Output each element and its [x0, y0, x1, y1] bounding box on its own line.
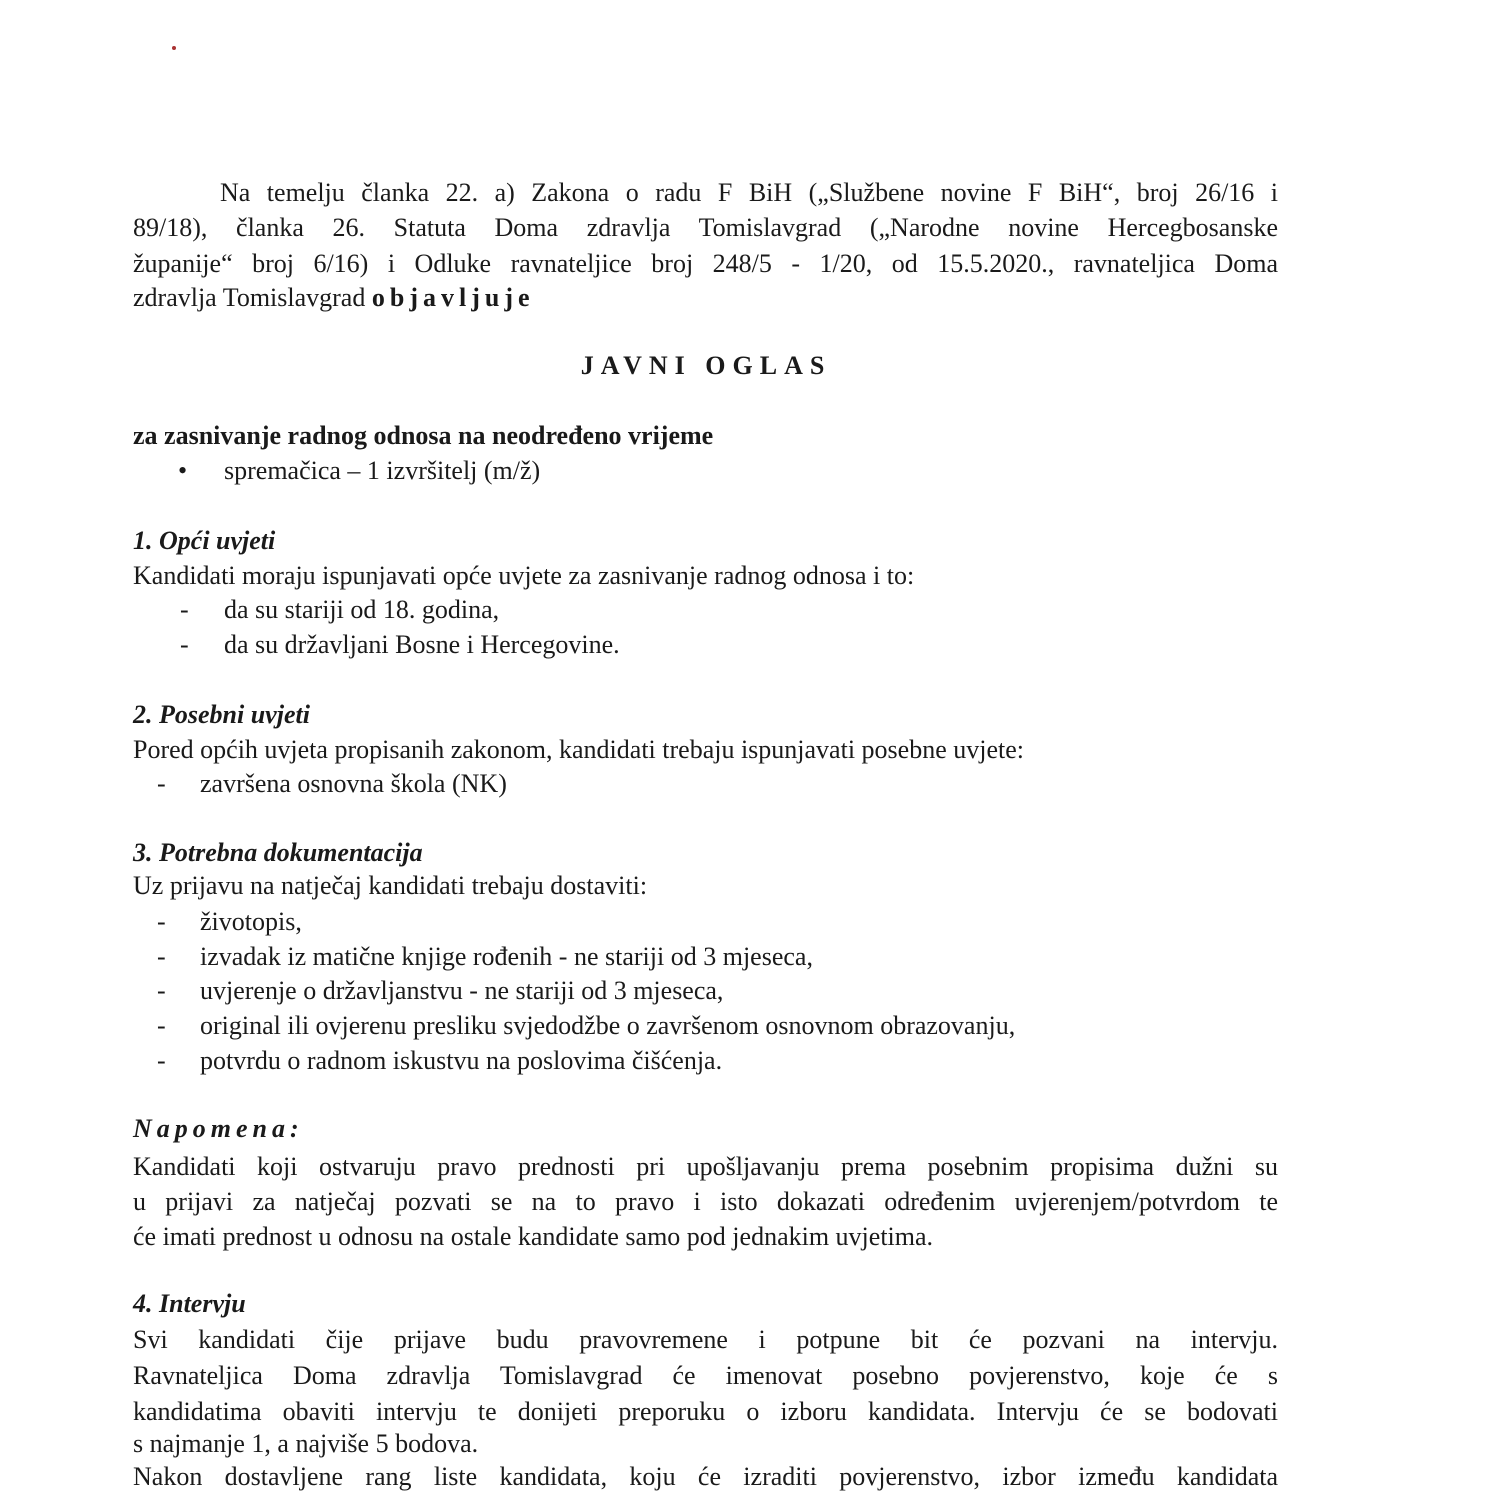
bullet-icon: • — [178, 456, 188, 485]
list-item: da su stariji od 18. godina, — [224, 595, 500, 624]
section-line: Svi kandidati čije prijave budu pravovremene i potpune bit će pozvani na intervju. — [133, 1325, 1278, 1354]
position-item: spremačica – 1 izvršitelj (m/ž) — [224, 456, 541, 485]
dash-icon: - — [157, 907, 166, 936]
section-text: Kandidati moraju ispunjavati opće uvjete za zasnivanje radnog odnosa i to: — [133, 561, 915, 590]
section-text: Pored općih uvjeta propisanih zakonom, kandidati trebaju ispunjavati posebne uvjete: — [133, 735, 1024, 764]
note-line: Kandidati koji ostvaruju pravo prednosti pri upošljavanju prema posebnim propisima dužni su — [133, 1152, 1278, 1181]
section-text: Uz prijavu na natječaj kandidati trebaju dostaviti: — [133, 871, 648, 900]
intro-bold-verb: objavljuje — [371, 283, 535, 312]
note-heading: Napomena: — [133, 1114, 304, 1143]
intro-line — [133, 282, 1278, 314]
section-heading: 1. Opći uvjeti — [133, 526, 276, 555]
note-line: u prijavi za natječaj pozvati se na to pravo i isto dokazati određenim uvjerenjem/potvrdom te — [133, 1187, 1278, 1216]
note-line: će imati prednost u odnosu na ostale kandidate samo pod jednakim uvjetima. — [133, 1222, 934, 1251]
intro-line: županije“ broj 6/16) i Odluke ravnateljice broj 248/5 - 1/20, od 15.5.2020., ravnateljica Doma — [133, 249, 1278, 278]
list-item: potvrdu o radnom iskustvu na poslovima čišćenja. — [200, 1046, 723, 1075]
list-item: izvadak iz matične knjige rođenih - ne stariji od 3 mjeseca, — [200, 942, 813, 971]
intro-line: 89/18), članka 26. Statuta Doma zdravlja Tomislavgrad („Narodne novine Hercegbosanske — [133, 213, 1278, 242]
section-line: Ravnateljica Doma zdravlja Tomislavgrad će imenovat posebno povjerenstvo, koje će s — [133, 1361, 1278, 1390]
list-item: da su državljani Bosne i Hercegovine. — [224, 630, 620, 659]
scan-speck — [172, 46, 176, 50]
dash-icon: - — [157, 942, 166, 971]
dash-icon: - — [157, 1011, 166, 1040]
section-line: s najmanje 1, a najviše 5 bodova. — [133, 1429, 479, 1458]
dash-icon: - — [157, 976, 166, 1005]
list-item: original ili ovjerenu presliku svjedodžbe o završenom osnovnom obrazovanju, — [200, 1011, 1016, 1040]
document-title: JAVNI OGLAS — [580, 351, 832, 380]
dash-icon: - — [157, 769, 166, 798]
list-item: završena osnovna škola (NK) — [200, 769, 507, 798]
section-heading: 2. Posebni uvjeti — [133, 700, 310, 729]
list-item: uvjerenje o državljanstvu - ne stariji od 3 mjeseca, — [200, 976, 724, 1005]
section-line: Nakon dostavljene rang liste kandidata, koju će izraditi povjerenstvo, izbor između kandidata — [133, 1462, 1278, 1491]
subtitle: za zasnivanje radnog odnosa na neodređeno vrijeme — [133, 421, 714, 450]
dash-icon: - — [157, 1046, 166, 1075]
intro-line: Na temelju članka 22. a) Zakona o radu F BiH („Službene novine F BiH“, broj 26/16 i — [220, 178, 1278, 207]
intro-text: zdravlja Tomislavgrad — [133, 283, 366, 312]
section-line: kandidatima obaviti intervju te donijeti preporuku o izboru kandidata. Intervju će se bodovati — [133, 1397, 1278, 1426]
section-heading: 4. Intervju — [133, 1289, 246, 1318]
list-item: životopis, — [200, 907, 302, 936]
section-heading: 3. Potrebna dokumentacija — [133, 838, 423, 867]
dash-icon: - — [180, 630, 189, 659]
dash-icon: - — [180, 595, 189, 624]
